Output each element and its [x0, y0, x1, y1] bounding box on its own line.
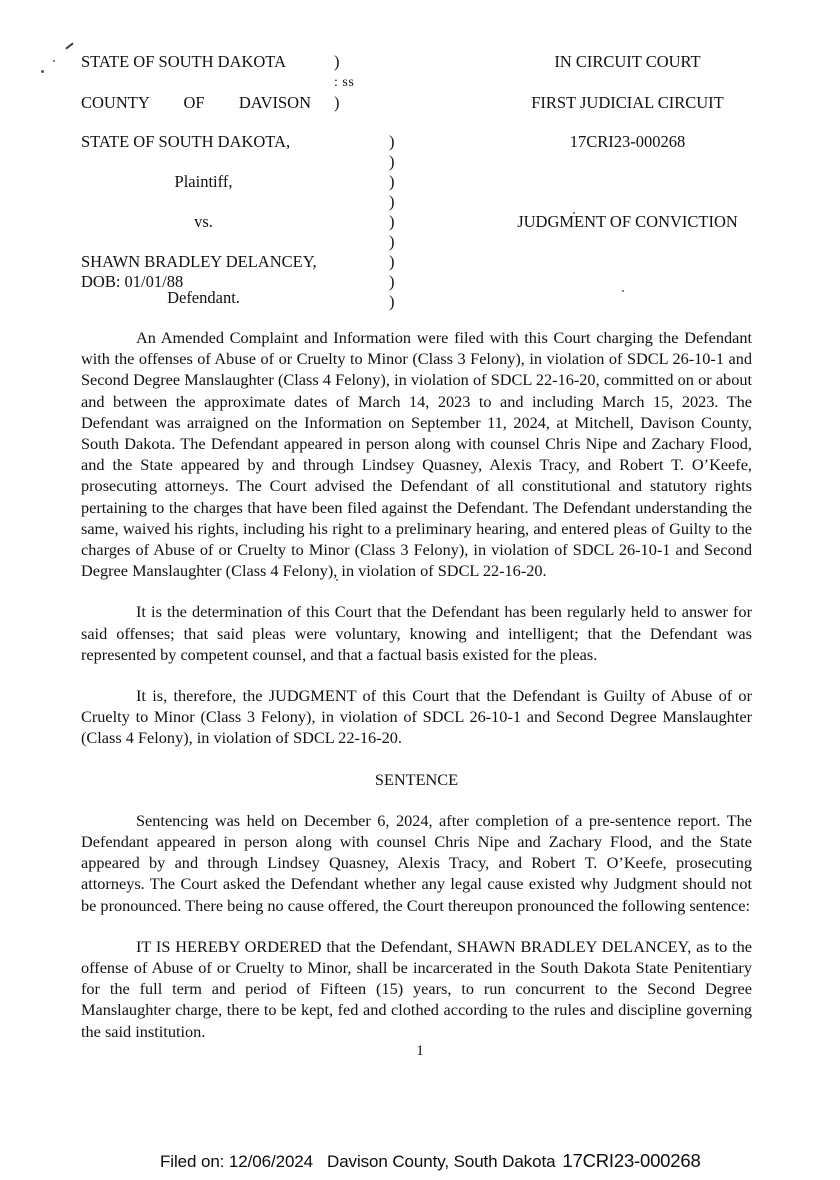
- caption-paren: ): [334, 52, 340, 71]
- page-number: 1: [416, 1043, 424, 1059]
- caption-paren: ): [389, 292, 395, 311]
- caption-paren: ): [389, 132, 395, 151]
- stamp-filed-date: Filed on: 12/06/2024: [160, 1152, 314, 1171]
- efiling-stamp: [160, 1150, 701, 1172]
- caption-defendant-name: SHAWN BRADLEY DELANCEY,: [81, 252, 317, 271]
- caption-paren: ): [334, 93, 340, 112]
- caption-paren: ): [389, 192, 395, 211]
- sentence-section-heading: SENTENCE: [374, 769, 459, 789]
- caption-plaintiff-name: STATE OF SOUTH DAKOTA,: [81, 132, 291, 151]
- caption-paren: ): [389, 252, 395, 271]
- body-paragraph-3: It is, therefore, the JUDGMENT of this Court that the Defendant is Guilty of Abuse of or Cruelty to Minor (Class 3 Felony), in violation of SDCL 26-10-1 and Second Degree Manslaughter (Class 4 Felony), in violation of SDCL 22-16-20.: [81, 686, 752, 748]
- document-body: [81, 327, 752, 1062]
- caption-plaintiff-label: Plaintiff,: [174, 172, 233, 191]
- caption-versus: vs.: [194, 212, 213, 231]
- caption-county-text: COUNTY OF DAVISON: [81, 93, 311, 112]
- caption-state-venue: STATE OF SOUTH DAKOTA: [81, 52, 286, 71]
- caption-paren: ): [389, 172, 395, 191]
- caption-paren: ): [389, 272, 395, 291]
- caption-ss: : ss: [334, 75, 355, 90]
- scan-artifact-speck: [622, 290, 624, 292]
- document-title: JUDGMENT OF CONVICTION: [517, 212, 738, 231]
- body-paragraph-4: Sentencing was held on December 6, 2024, after completion of a pre-sentence report. The Defendant appeared in person along with counsel Chris Nipe and Zachary Flood, and the State appeared by and through Lindsey Quasney, Alexis Tracy, and Robert T. O’Keefe, prosecuting attorneys. The Court asked the Defendant whether any legal cause existed why Judgment should not be pronounced. There being no cause offered, the Court thereupon pronounced the following sentence:: [81, 810, 752, 915]
- caption-court-name: IN CIRCUIT COURT: [554, 52, 701, 71]
- scan-artifact-speck: [53, 60, 55, 62]
- caption-case-number: 17CRI23-000268: [569, 132, 686, 151]
- caption-county-venue: [81, 93, 311, 113]
- body-paragraph-1: An Amended Complaint and Information were filed with this Court charging the Defendant with the offenses of Abuse of or Cruelty to Minor (Class 3 Felony), in violation of SDCL 26-10-1 and Second Degree Manslaughter (Class 4 Felony), in violation of SDCL 22-16-20, committed on or about and between the approximate dates of March 14, 2023 to and including March 15, 2023. The Defendant was arraigned on the Information on September 11, 2024, at Mitchell, Davison County, South Dakota. The Defendant appeared in person along with counsel Chris Nipe and Zachary Flood, and the State appeared by and through Lindsey Quasney, Alexis Tracy, and Robert T. O’Keefe, prosecuting attorneys. The Court advised the Defendant of all constitutional and statutory rights pertaining to the charges that have been filed against the Defendant. The Defendant understanding the same, waived his rights, including his right to a preliminary hearing, and entered pleas of Guilty to the charges of Abuse of or Cruelty to Minor (Class 3 Felony), in violation of SDCL 26-10-1 and Second Degree Manslaughter (Class 4 Felony), in violation of SDCL 22-16-20.: [81, 328, 752, 581]
- body-paragraph-5: IT IS HEREBY ORDERED that the Defendant, SHAWN BRADLEY DELANCEY, as to the offense of Abuse of or Cruelty to Minor, shall be incarcerated in the South Dakota State Penitentiary for the full term and period of Fifteen (15) years, to run concurrent to the Second Degree Manslaughter charge, there to be kept, fed and clothed according to the rules and discipline governing the said institution.: [81, 936, 752, 1041]
- caption-paren: ): [389, 152, 395, 171]
- caption-circuit-name: FIRST JUDICIAL CIRCUIT: [531, 93, 724, 112]
- scan-artifact-speck: [41, 70, 44, 73]
- stamp-county: Davison County, South Dakota: [327, 1152, 556, 1171]
- scan-artifact-tick: [65, 42, 73, 49]
- caption-defendant-label: Defendant.: [167, 288, 240, 307]
- stamp-case-number: 17CRI23-000268: [562, 1150, 701, 1171]
- caption-paren: ): [389, 212, 395, 231]
- caption-defendant-dob: DOB: 01/01/88: [81, 272, 184, 291]
- body-paragraph-2: It is the determination of this Court that the Defendant has been regularly held to answer for said offenses; that said pleas were voluntary, knowing and intelligent; that the Defendant was represented by competent counsel, and that a factual basis existed for the pleas.: [81, 602, 752, 664]
- caption-paren: ): [389, 232, 395, 251]
